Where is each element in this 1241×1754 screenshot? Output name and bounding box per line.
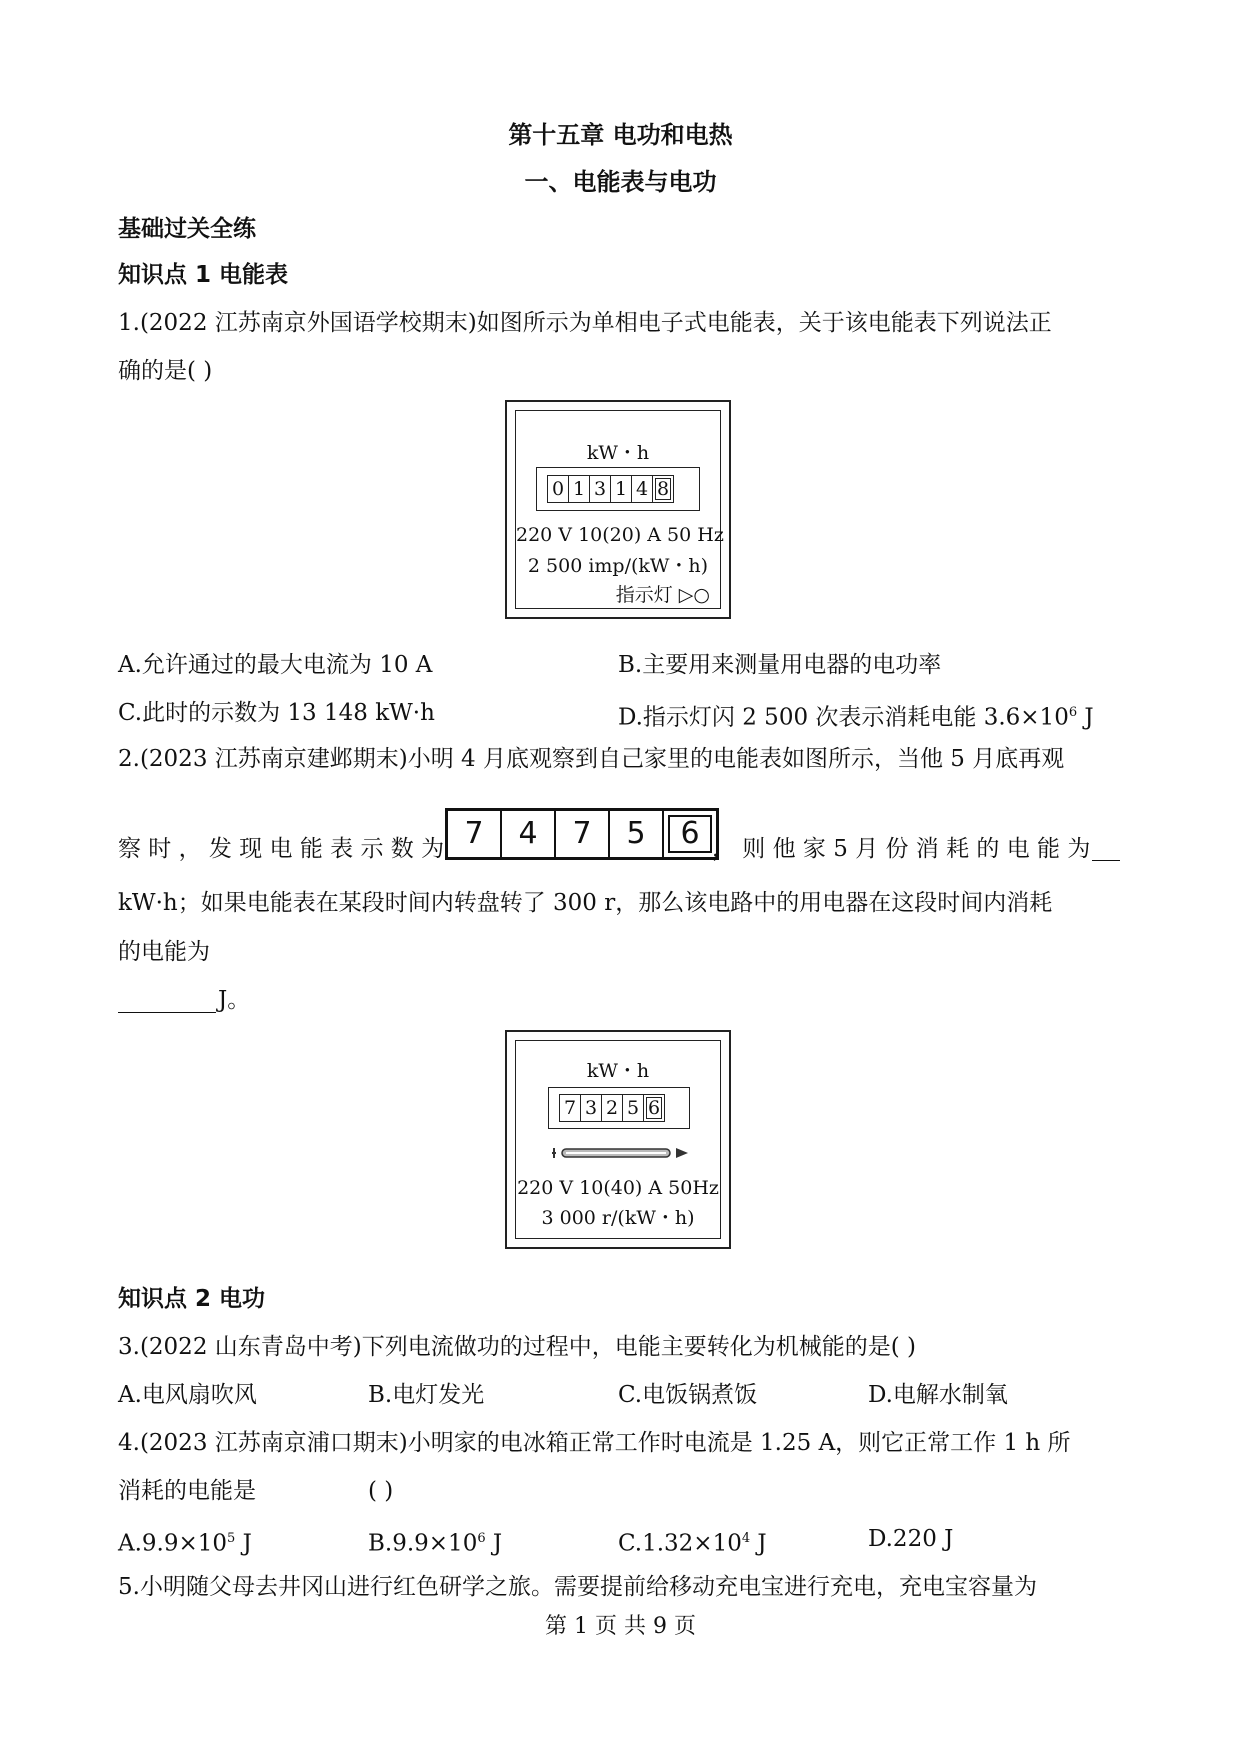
q1-meter-indicator: 指示灯 ▷○: [615, 584, 710, 606]
q3-stem-line1: 3.(2022 山东青岛中考)下列电流做功的过程中，电能主要转化为机械能的是( ): [118, 1334, 916, 1360]
q1-meter-figure: [505, 400, 731, 619]
q1-meter-counter-frame: [536, 467, 700, 511]
q1-meter-digit: 1: [611, 476, 632, 502]
q2-may-digit: 7: [448, 811, 502, 857]
chapter-title: 第十五章 电功和电热: [508, 121, 733, 149]
q4-stem-line1: 4.(2023 江苏南京浦口期末)小明家的电冰箱正常工作时电流是 1.25 A，则它正常工作 1 h 所: [118, 1430, 1071, 1456]
q2-meter-counter: [559, 1094, 665, 1122]
q2-answer-blank-1[interactable]: [1092, 834, 1120, 861]
q2-meter-digit: 5: [623, 1095, 644, 1121]
q1-option-d: D.指示灯闪 2 500 次表示消耗电能 $3.6\times 10^6$ J: [618, 704, 1094, 731]
q3-option-c: C.电饭锅煮饭: [618, 1382, 758, 1408]
q3-option-d: D.电解水制氧: [868, 1382, 1008, 1408]
q1-option-b: B.主要用来测量用电器的电功率: [618, 652, 942, 678]
q2-meter-spec: 220 V 10(40) A 50Hz: [517, 1177, 719, 1199]
q2-stem-line2-post: ， 则 他 家 5 月 份 消 耗 的 电 能 为: [712, 836, 1091, 862]
knowledge-point-1-title: 知识点 1 电能表: [118, 262, 289, 288]
q2-may-digit: 7: [556, 811, 610, 857]
q2-meter-figure: [505, 1030, 731, 1249]
q2-meter-counter-frame: [548, 1087, 690, 1129]
q4-option-a: $A.9.9\times 10^5$ J: [118, 1530, 252, 1557]
q4-option-c: $C.1.32\times 10^4$ J: [618, 1530, 767, 1557]
q2-meter-unit: kW・h: [586, 1060, 650, 1082]
q4-option-b: $B.9.9\times 10^6$ J: [368, 1530, 503, 1557]
q1-stem-line1: 1.(2022 江苏南京外国语学校期末)如图所示为单相电子式电能表，关于该电能表下列说法正: [118, 310, 1052, 336]
q1-meter-constant: 2 500 imp/(kW・h): [527, 555, 709, 577]
q2-may-digit: 5: [610, 811, 664, 857]
q2-meter-constant: 3 000 r/(kW・h): [541, 1207, 695, 1229]
page-number: 第 1 页 共 9 页: [545, 1614, 696, 1639]
q2-answer-blank-2[interactable]: [118, 986, 216, 1013]
q1-meter-decimal-digit: 8: [656, 478, 670, 500]
q5-stem-line1: 5.小明随父母去井冈山进行红色研学之旅。需要提前给移动充电宝进行充电，充电宝容量为: [118, 1574, 1037, 1600]
q3-option-a: A.电风扇吹风: [118, 1382, 257, 1408]
q1-stem-line2: 确的是( ): [118, 358, 213, 384]
practice-title: 基础过关全练: [118, 216, 256, 242]
q3-option-b: B.电灯发光: [368, 1382, 485, 1408]
q2-may-digit: 4: [502, 811, 556, 857]
q4-answer-paren: ( ): [368, 1478, 394, 1504]
q4-option-d: D.220 J: [868, 1526, 954, 1552]
q1-meter-digit: 3: [590, 476, 611, 502]
q2-stem-line1: 2.(2023 江苏南京建邺期末)小明 4 月底观察到自己家里的电能表如图所示，当他 5 月底再观: [118, 746, 1065, 772]
q1-meter-digit: 0: [548, 476, 569, 502]
q2-stem-line5: J。: [218, 987, 251, 1013]
q1-meter-spec: 220 V 10(20) A 50 Hz: [516, 524, 724, 546]
q4-stem-line2: 消耗的电能是: [118, 1478, 256, 1504]
q2-stem-line2-pre: 察 时 ， 发 现 电 能 表 示 数 为: [118, 836, 445, 862]
q2-meter-digit: 2: [602, 1095, 623, 1121]
q2-may-counter: [445, 808, 719, 860]
q2-may-decimal-digit: 6: [664, 811, 716, 857]
q2-meter-digit: 7: [560, 1095, 581, 1121]
section-title: 一、电能表与电功: [524, 168, 717, 196]
q1-option-a: A.允许通过的最大电流为 10 A: [118, 652, 433, 678]
q1-meter-digit: 4: [632, 476, 653, 502]
q1-option-c: C.此时的示数为 13 148 kW·h: [118, 700, 435, 726]
q2-meter-digit: 3: [581, 1095, 602, 1121]
knowledge-point-2-title: 知识点 2 电功: [118, 1286, 266, 1312]
q1-meter-counter: [547, 475, 674, 503]
q2-stem-line3: kW·h；如果电能表在某段时间内转盘转了 300 r，那么该电路中的用电器在这段时间内消耗: [118, 890, 1053, 916]
q2-stem-line4: 的电能为: [118, 939, 210, 965]
q1-meter-digit: 1: [569, 476, 590, 502]
rotating-disc-icon: [552, 1145, 692, 1161]
q1-meter-unit: kW・h: [586, 442, 650, 464]
q2-meter-decimal-digit: 6: [647, 1097, 661, 1119]
